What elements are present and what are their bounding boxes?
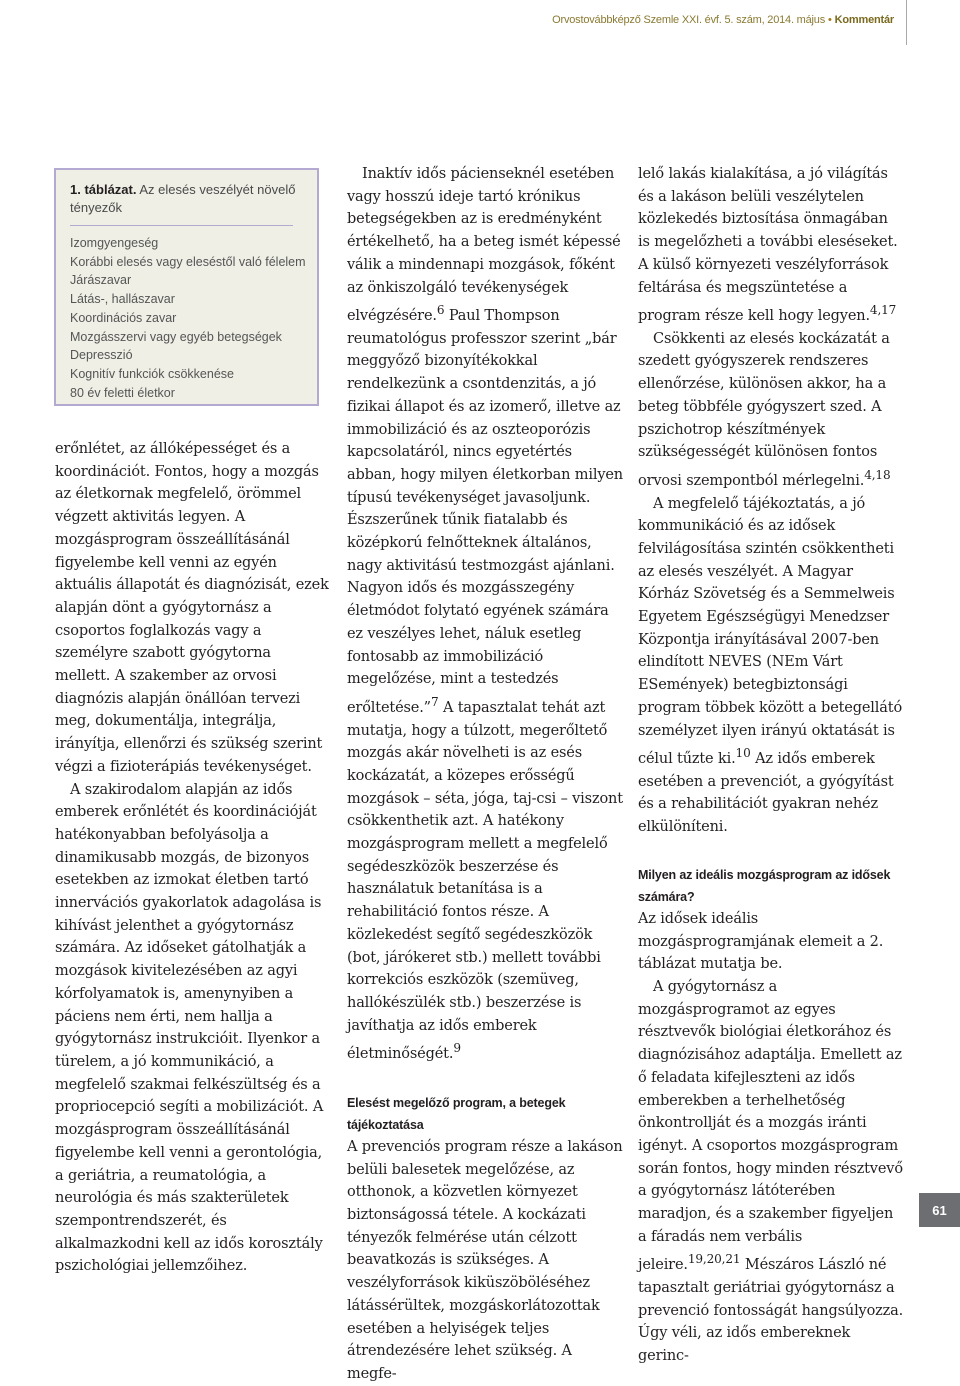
paragraph xyxy=(638,328,904,493)
paragraph: Az idősek ideális mozgásprogramjának elemeit a 2. táblázat mutatja be. xyxy=(638,910,884,973)
section-label: Kommentár xyxy=(834,14,894,26)
citation: 9 xyxy=(453,1041,461,1056)
table-item: Járászavar xyxy=(70,273,132,288)
citation: 7 xyxy=(430,695,439,709)
table-item: Depresszió xyxy=(70,348,133,363)
page-number: 61 xyxy=(919,1193,960,1227)
paragraph xyxy=(638,493,904,839)
text-run: lelő lakás kialakítása, a jó világítás és a lakáson belüli veszélytelen közlekedés biztosítása önmagában is megelőzheti a további eleséseket. A külső környezeti veszélyforrások feltárása és megszüntetése a program része kell hogy legyen. xyxy=(638,166,898,325)
table-item: Korábbi elesés vagy eleséstől való félelem xyxy=(70,254,306,269)
paragraph: A szakirodalom alapján az idős emberek erőnlétét és koordinációját hatékonyabban befolyásolja a dinamikusabb mozgás, de bizonyos esetekben az izmokat életben tartó innervációs gyakorlatok adagolása is kihívást jelenthet a gyógytornász számára. Az időseket gátolhatják a mozgások kivitelezésében az agyi kórfolyamatok is, amenynyiben a páciens nem érti, nem hallja a gyógytornász instrukcióit. Ilyenkor a türelem, a jó kommunikáció, a megfelelő szakmai felkészültség és a propriocepció segíti a mobilizációt. A mozgásprogram összeállításánál figyelembe kell venni a gerontológia, a geriátria, a reumatológia, a neurológia és más szakterületek szempontrendszerét, és alkalmazkodni kell az idős korosztály pszichológiai jellemzőihez. xyxy=(55,781,324,1275)
citation: 4,18 xyxy=(864,467,891,482)
table-items xyxy=(70,234,306,402)
section-heading: Milyen az ideális mozgásprogram az idősek számára? xyxy=(638,867,891,904)
citation: 19,20,21 xyxy=(687,1252,741,1267)
text-run: A gyógytornász a mozgásprogramot az egyes résztvevők biológiai életkorához és diagnózisához adaptálja. Emellett az ő feladata kifejleszteni az idős emberekben a terhelhetőség önkontrollját és a mozgás iránti igényt. A csoportos mozgásprogram során fontos, hogy minden résztvevő a gyógytornász látóterében maradjon, és a szakember figyeljen a fáradás nem verbális jeleire. xyxy=(638,978,903,1274)
table-title xyxy=(70,181,303,217)
text-run: Az idős emberek esetében a prevenciót, a gyógyítást és a rehabilitációt gyakran nehéz elkülöníteni. xyxy=(638,751,894,836)
text-run: Mészáros László né tapasztalt geriátriai gyógytornász a prevenció fontosságát hangsúlyozza. Úgy véli, az idős embereknek gerinc- xyxy=(638,1257,904,1365)
table-item: Kognitív funkciók csökkenése xyxy=(70,366,234,381)
text-run: A tapasztalat tehát azt mutatja, hogy a túlzott, megerőltető mozgás akár növelheti is az esés kockázatát, a közepes erősségű mozgások – séta, jóga, taj-csi – viszont csökkenthetik azt. A hatékony mozgásprogram mellett a megfelelő segédeszközök beszerzése és használatuk betanítása is a rehabilitáció fontos része. A közlekedést segítő segédeszközök (bot, járókeret stb.) mellett további korrekciós eszközök (szemüveg, hallókészülék stb.) beszerzése is javíthatja az idős emberek életminőségét. xyxy=(347,699,623,1063)
column-1 xyxy=(55,438,330,1278)
table-item: Izomgyengeség xyxy=(70,236,159,250)
citation: 6 xyxy=(436,303,445,318)
section-heading: Elesést megelőző program, a betegek tájékoztatása xyxy=(347,1095,566,1132)
paragraph xyxy=(638,163,904,328)
header-bullet: • xyxy=(828,14,832,26)
table-item: Látás-, hallászavar xyxy=(70,292,175,307)
table-item: Mozgásszervi vagy egyéb betegségek xyxy=(70,329,282,344)
table-rule xyxy=(70,225,293,226)
column-3 xyxy=(638,163,904,1368)
paragraph: erőnlétet, az állóképességet és a koordinációt. Fontos, hogy a mozgás az életkornak megfelelő, örömmel végzett aktivitás legyen. A mozgásprogram összeállításánál figyelembe kell venni az egyén aktuális állapotát és diagnózisát, ezek alapján dönt a gyógytornász a csoportos foglalkozás vagy a személyre szabott gyógytorna mellett. A szakember az orvosi diagnózis alapján önállóan tervezi meg, dokumentálja, integrálja, irányítja, ellenőrzi és szükség szerint végzi a fizioterápiás tevékenységet. xyxy=(55,441,329,775)
text-run: A megfelelő tájékoztatás, a jó kommunikáció és az idősek felvilágosítása szintén csökkentheti az elesés veszélyét. A Magyar Kórház Szövetség és a Semmelweis Egyetem Egészségügyi Menedzser Központja irányításával 2007-ben elindított NEVES (NEm Várt ESemények) betegbiztonsági program többek között a betegellátó személyzet ilyen irányú oktatását is célul tűzte ki. xyxy=(638,495,903,768)
risk-factors-table xyxy=(54,168,319,406)
paragraph xyxy=(347,163,623,1066)
paragraph xyxy=(638,976,904,1368)
text-run: Csökkenti az elesés kockázatát a szedett gyógyszerek rendszeres ellenőrzése, különösen akkor, ha a beteg többféle gyógyszert szed. A pszichotrop készítmények szükségességét különösen fontos orvosi szempontból mérlegelni. xyxy=(638,330,890,489)
citation: 10 xyxy=(735,746,751,761)
table-caption: Az elesés veszélyét növelő tényezők xyxy=(70,182,296,215)
text-run: Paul Thompson reumatológus professzor szerint „bár meggyőző bizonyítékokkal rendelkezünk a csontdenzitás, a jó fizikai állapot és az izomerő, illetve az immobilizáció és az oszteoporózis kapcsolatáról, nincs egyetértés abban, hogy milyen életkorban milyen típusú tevékenységet javasoljunk. Észszerűnek tűnik fiatalabb és középkorú felnőtteknek általános, nagy aktivitású testmozgást ajánlani. Nagyon idős és mozgásszegény életmódot folytató egyének számára ez veszélyes lehet, náluk esetleg fontosabb az immobilizáció megelőzése, mint a testedzés erőltetése.” xyxy=(347,308,623,716)
journal-info: Orvostovábbképző Szemle XXI. évf. 5. szám, 2014. május xyxy=(552,14,826,26)
paragraph: A prevenciós program része a lakáson belüli balesetek megelőzése, az otthonok, a közvetlen környezet biztonságossá tétele. A kockázati tényezők felmérése után célzott beavatkozás is szükséges. A veszélyforrások kiküszöböléséhez látássérültek, mozgáskorlátozottak esetében a helyiségek teljes átrendezésére lehet szükség. A megfe- xyxy=(347,1138,623,1382)
table-item: Koordinációs zavar xyxy=(70,310,177,325)
column-2 xyxy=(347,163,623,1386)
header-divider xyxy=(906,0,907,45)
table-label: 1. táblázat. xyxy=(70,182,137,197)
text-run: Inaktív idős pácienseknél esetében vagy hosszú ideje tartó krónikus betegségekben az is eredményként értékelhető, ha a beteg ismét képessé válik a mindennapi mozgások, főként az önkiszolgáló tevékenységek elvégzésére. xyxy=(347,166,621,325)
citation: 4,17 xyxy=(869,303,897,318)
table-item: 80 év feletti életkor xyxy=(70,385,175,400)
running-header xyxy=(552,14,894,26)
